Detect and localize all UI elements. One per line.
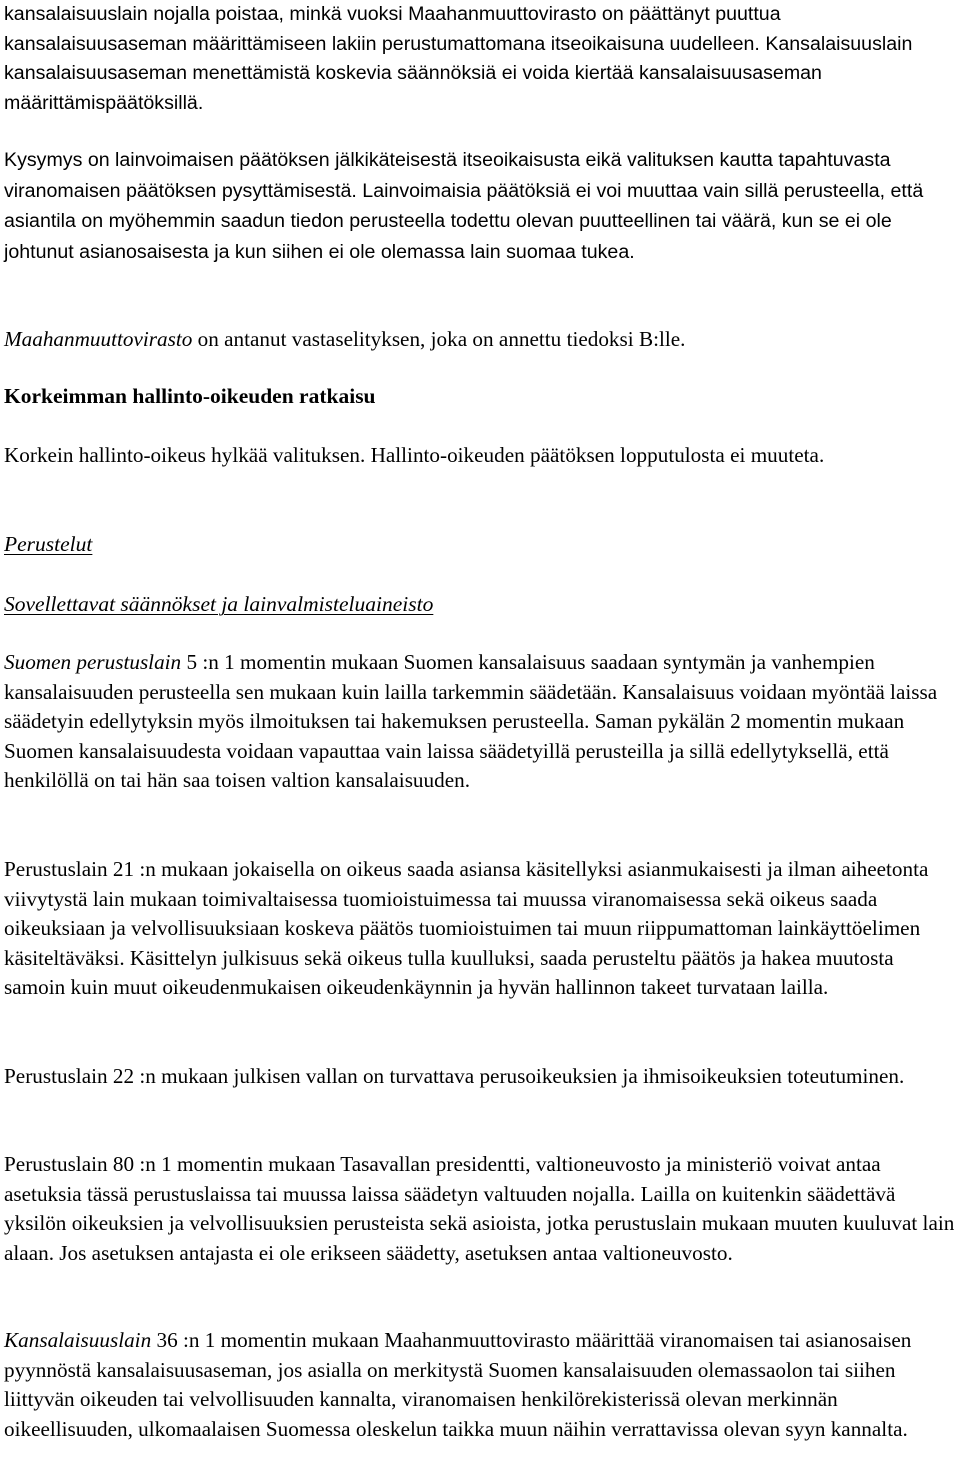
paragraph-kansalaisuuslaki-36 — [4, 1326, 958, 1444]
heading-sovellettavat-saannokset: Sovellettavat säännökset ja lainvalmisteluaineisto — [4, 592, 434, 616]
law-name-italic: Kansalaisuuslain — [4, 1328, 152, 1352]
paragraph-perustuslaki-21: Perustuslain 21 :n mukaan jokaisella on oikeus saada asiansa käsitellyksi asianmukaisesti ja ilman aiheetonta viivytystä lain mukaan toimivaltaisessa tuomioistuimessa tai muussa viranomaisessa sekä oikeus saada oikeuksiaan ja velvollisuuksiaan koskeva päätös tuomioistuimen tai muun riippumattoman lainkäyttöelimen käsiteltäväksi. Käsittelyn julkisuus sekä oikeus tulla kuulluksi, saada perusteltu päätös ja hakea muutosta samoin kuin muut oikeudenmukaisen oikeudenkäynnin ja hyvän hallinnon takeet turvataan lailla. — [4, 857, 929, 1000]
heading-perustelut: Perustelut — [4, 532, 93, 556]
paragraph-perustuslaki-5 — [4, 648, 958, 796]
law-name-italic: Suomen perustuslain — [4, 650, 182, 674]
paragraph-sans-text: Kysymys on lainvoimaisen päätöksen jälkikäteisestä itseoikaisusta eikä valituksen kautta tapahtuvasta viranomaisen päätöksen pysyttämisestä. Lainvoimaisia päätöksiä ei voi muuttaa vain sillä perusteella, että asiantila on myöhemmin saadun tiedon perusteella todettu olevan puutteellinen tai väärä, kun se ei ole johtunut asianosaisesta ja kun siihen ei ole olemassa lain suomaa tukea. — [4, 149, 924, 263]
heading-court-decision: Korkeimman hallinto-oikeuden ratkaisu — [4, 384, 376, 408]
paragraph-vastaselitys-rest: on antanut vastaselityksen, joka on annettu tiedoksi B:lle. — [192, 327, 686, 351]
paragraph-lainvoimainen-paatos — [4, 146, 958, 268]
agency-name-italic: Maahanmuuttovirasto — [4, 327, 193, 351]
paragraph-vastaselitys — [4, 325, 958, 355]
paragraph-perustuslaki-5-rest: 5 :n 1 momentin mukaan Suomen kansalaisuus saadaan syntymän ja vanhempien kansalaisuuden perusteella sen mukaan kuin lailla tarkemmin säädetään. Kansalaisuus voidaan myöntää laissa säädetyin edellytyksin myös ilmoituksen tai hakemuksen perusteella. Saman pykälän 2 momentin mukaan Suomen kansalaisuudesta voidaan vapauttaa vain laissa säädetyillä perusteilla ja sillä edellytyksellä, että henkilöllä on tai hän saa toisen valtion kansalaisuuden. — [4, 650, 938, 793]
paragraph-itseoikaisu-intro: kansalaisuuslain nojalla poistaa, minkä vuoksi Maahanmuuttovirasto on päättänyt puuttua kansalaisuusaseman määrittämiseen lakiin perustumattomana itseoikaisuna uudelleen. Kansalaisuuslain kansalaisuusaseman menettämistä koskevia säännöksiä ei voida kiertää kansalaisuusaseman määrittämispäätöksillä. — [4, 3, 913, 114]
paragraph-perustuslaki-80: Perustuslain 80 :n 1 momentin mukaan Tasavallan presidentti, valtioneuvosto ja ministeriö voivat antaa asetuksia tässä perustuslaissa tai muussa laissa säädetyn valtuuden nojalla. Lailla on kuitenkin säädettävä yksilön oikeuksien ja velvollisuuksien perusteista sekä asioista, jotka perustuslain mukaan muuten kuuluvat lain alaan. Jos asetuksen antajasta ei ole erikseen säädetty, asetuksen antaa valtioneuvosto. — [4, 1152, 955, 1265]
paragraph-perustuslaki-22: Perustuslain 22 :n mukaan julkisen vallan on turvattava perusoikeuksien ja ihmisoikeuksien toteutuminen. — [4, 1064, 905, 1088]
paragraph-decision: Korkein hallinto-oikeus hylkää valituksen. Hallinto-oikeuden päätöksen lopputulosta ei muuteta. — [4, 443, 825, 467]
paragraph-kansalaisuuslaki-36-rest: 36 :n 1 momentin mukaan Maahanmuuttovirasto määrittää viranomaisen tai asianosaisen pyynnöstä kansalaisuusaseman, jos asialla on merkitystä Suomen kansalaisuuden olemassaolon tai siihen liittyvän oikeuden tai velvollisuuden kannalta, viranomaisen henkilörekisterissä olevan merkinnän oikeellisuuden, ulkomaalaisen Suomessa oleskelun taikka muun näihin verrattavissa olevan syyn kannalta. — [4, 1328, 912, 1441]
